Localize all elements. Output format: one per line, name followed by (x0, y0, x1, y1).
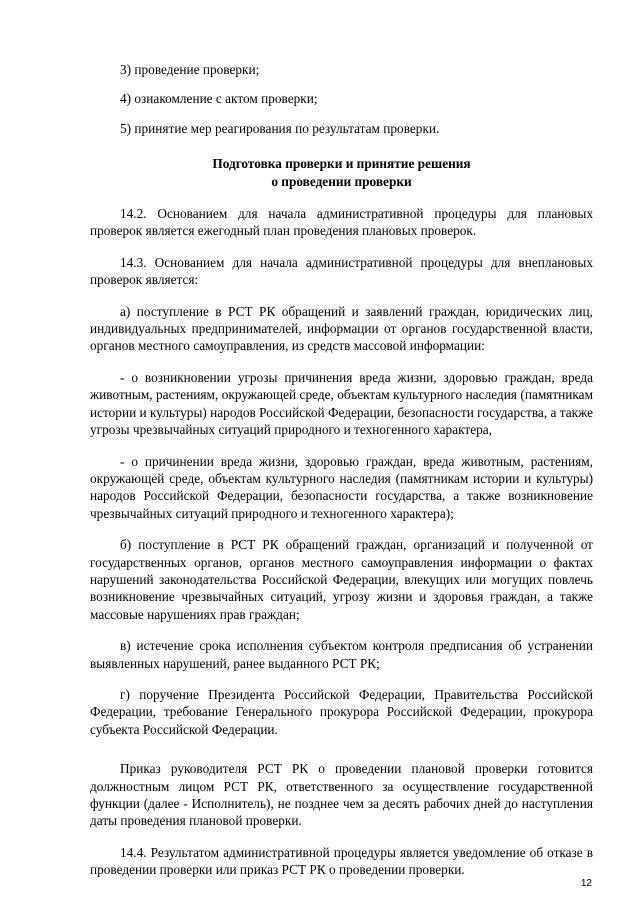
paragraph: - о возникновении угрозы причинения вреда жизни, здоровью граждан, вреда животным, растениям, окружающей среде, объектам культурного наследия (памятникам истории и культуры) народов Российской Федерации, безопасности государства, а также угрозы чрезвычайных ситуаций природного и техногенного характера, (90, 369, 593, 438)
paragraph: 14.2. Основанием для начала административной процедуры для плановых проверок является ежегодный план проведения плановых проверок. (90, 206, 593, 239)
paragraph: 14.4. Результатом административной процедуры является уведомление об отказе в проведении проверки или приказ РСТ РК о проведении проверки. (90, 844, 593, 878)
document-body (90, 56, 593, 893)
section-heading-line: о проведении проверки (271, 173, 412, 189)
section-heading-line: Подготовка проверки и принятие решения (212, 156, 471, 172)
section-heading (90, 155, 593, 190)
paragraph: а) поступление в РСТ РК обращений и заявлений граждан, юридических лиц, индивидуальных предпринимателей, информации от органов государственной власти, органов местного самоуправления, из средств массовой информации: (90, 303, 593, 354)
paragraph: в) истечение срока исполнения субъектом контроля предписания об устранении выявленных нарушений, ранее выданного РСТ РК; (90, 638, 593, 671)
paragraph: б) поступление в РСТ РК обращений граждан, организаций и полученной от государственных органов, органов местного самоуправления информации о фактах нарушений законодательства Российской Федерации, влекущих или могущих повлечь возникновение чрезвычайных ситуаций, угрозу жизни и здоровья граждан, а также массовые нарушениях прав граждан; (90, 537, 593, 622)
list-item: 4) ознакомление с актом проверки; (120, 91, 318, 107)
paragraph: Приказ руководителя РСТ РК о проведении плановой проверки готовится должностным лицом РСТ РК, ответственного за осуществление государственной функции (далее - Исполнитель), не позднее чем за десять рабочих дней до наступления даты проведения плановой проверки. (90, 761, 593, 829)
page-number: 12 (580, 878, 592, 889)
paragraph: 14.3. Основанием для начала административной процедуры для внеплановых проверок является: (90, 254, 593, 288)
paragraph: - о причинении вреда жизни, здоровью граждан, вреда животным, растениям, окружающей среде, объектам культурного наследия (памятникам истории и культуры) народов Российской Федерации, безопасности государства, а также возникновение чрезвычайных ситуаций природного и техногенного характера); (90, 453, 593, 521)
list-item: 5) принятие мер реагирования по результатам проверки. (120, 120, 440, 136)
list-item: 3) проведение проверки; (120, 62, 260, 77)
paragraph: г) поручение Президента Российской Федерации, Правительства Российской Федерации, требование Генерального прокурора Российской Федерации, прокурора субъекта Российской Федерации. (90, 686, 593, 737)
